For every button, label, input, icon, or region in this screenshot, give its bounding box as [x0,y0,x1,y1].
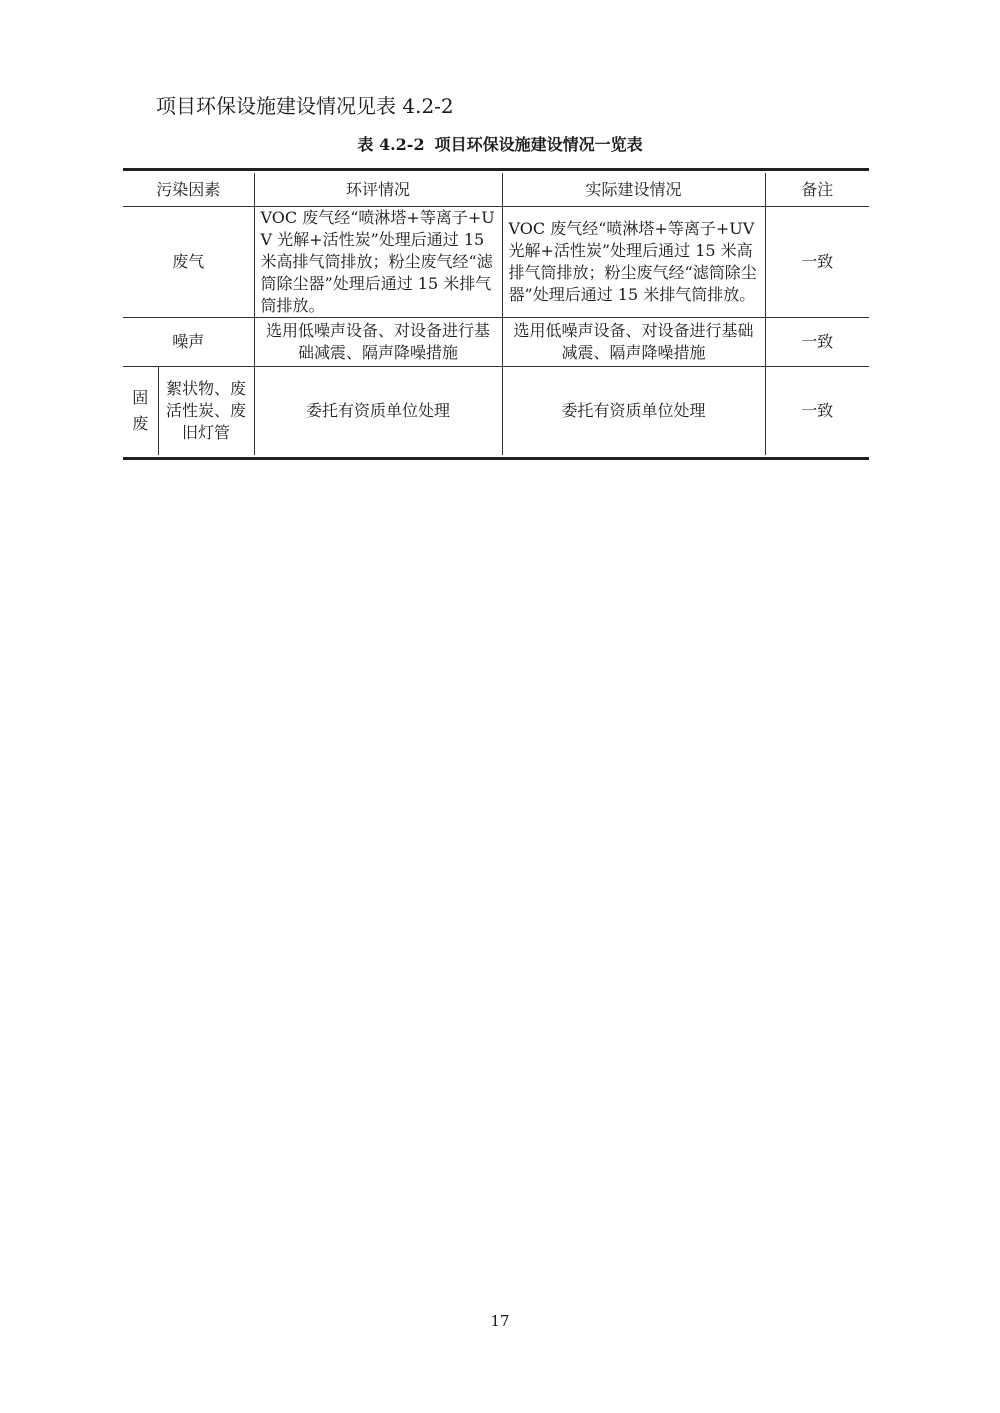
gas-factor-cell: 废气 [123,207,254,318]
table-row-solid [123,367,869,456]
intro-text: 项目环保设施建设情况见表 4.2-2 [156,94,454,118]
solid-category-cell [123,367,158,456]
header-factor: 污染因素 [123,173,254,207]
page-number: 17 [490,1312,510,1330]
solid-category-char: 废 [132,414,149,433]
header-remark: 备注 [765,173,869,207]
solid-remark-cell: 一致 [765,367,869,456]
table-caption-title: 项目环保设施建设情况一览表 [434,135,643,154]
noise-eia-cell: 选用低噪声设备、对设备进行基础减震、隔声降噪措施 [254,318,502,367]
solid-actual-cell: 委托有资质单位处理 [502,367,765,456]
facilities-table-frame [123,168,869,460]
gas-remark-cell: 一致 [765,207,869,318]
gas-eia-cell: VOC 废气经“喷淋塔+等离子+UV 光解+活性炭”处理后通过 15 米高排气筒排放；粉尘废气经“滤筒除尘器”处理后通过 15 米排气筒排放。 [254,207,502,318]
solid-category-char: 固 [132,388,149,407]
solid-factor-cell: 絮状物、废活性炭、废旧灯管 [158,367,254,456]
noise-remark-cell: 一致 [765,318,869,367]
gas-actual-cell: VOC 废气经“喷淋塔+等离子+UV 光解+活性炭”处理后通过 15 米高排气筒排放；粉尘废气经“滤筒除尘器”处理后通过 15 米排气筒排放。 [502,207,765,318]
table-row-noise [123,318,869,367]
table-caption [0,133,1000,157]
table-row-gas [123,207,869,318]
noise-actual-cell: 选用低噪声设备、对设备进行基础减震、隔声降噪措施 [502,318,765,367]
header-actual: 实际建设情况 [502,173,765,207]
table-caption-number: 表 4.2-2 [357,135,425,154]
solid-eia-cell: 委托有资质单位处理 [254,367,502,456]
table-header-row [123,173,869,207]
header-eia: 环评情况 [254,173,502,207]
facilities-table [123,173,869,455]
noise-factor-cell: 噪声 [123,318,254,367]
